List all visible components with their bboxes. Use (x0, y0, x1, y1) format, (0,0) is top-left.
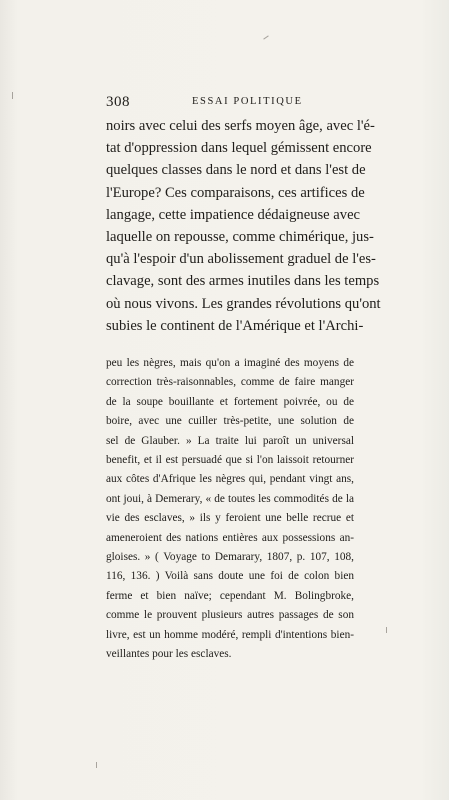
footnote-line: vie des esclaves, » ils y feroient une belle recrue et (106, 512, 354, 525)
footnote-line: sel de Glauber. » La traite lui paroît un universal (106, 434, 354, 447)
footnote (106, 354, 354, 665)
text-line: noirs avec celui des serfs moyen âge, avec l'é- (106, 118, 375, 134)
paper-speck (263, 35, 268, 39)
text-line: tat d'oppression dans lequel gémissent encore (106, 140, 372, 157)
paper-speck (386, 627, 387, 633)
footnote-line: correction très-raisonnables, comme de faire manger (106, 376, 354, 389)
text-line: quelques classes dans le nord et dans l'est de (106, 162, 366, 179)
footnote-line: comme le prouvent plusieurs autres passages de son (106, 609, 354, 622)
footnote-line: veillantes pour les esclaves. (106, 648, 232, 661)
footnote-line: aux côtes d'Afrique les nègres qui, pendant vingt ans, (106, 473, 354, 486)
footnote-line: ameneroient des nations entières aux possessions an- (106, 531, 354, 544)
footnote-line: 116, 136. ) Voilà sans doute une foi de colon bien (106, 570, 354, 583)
text-line: où nous vivons. Les grandes révolutions qu'ont (106, 295, 381, 312)
footnote-line: boire, avec une cuiller très-petite, une solution de (106, 415, 354, 428)
running-head (106, 94, 354, 110)
paper-speck (96, 762, 97, 768)
footnote-line: de la soupe bouillante et fortement poivrée, ou de (106, 395, 354, 408)
footnote-line: livre, est un homme modéré, rempli d'intentions bien- (106, 628, 354, 641)
text-line: l'Europe? Ces comparaisons, ces artifices de (106, 184, 365, 201)
footnote-line: benefit, et il est persuadé que si l'on laissoit retourner (106, 454, 354, 467)
text-line: laquelle on repousse, comme chimérique, jus- (106, 229, 374, 246)
text-line: subies le continent de l'Amérique et l'Archi- (106, 317, 364, 334)
paper-speck (12, 92, 13, 99)
text-line: qu'à l'espoir d'un abolissement graduel de l'es- (106, 251, 376, 268)
text-line: langage, cette impatience dédaigneuse avec (106, 206, 361, 223)
footnote-line: ont joui, à Demerary, « de toutes les commodités de la (106, 492, 354, 505)
footnote-line: ferme et bien naïve; cependant M. Bolingbroke, (106, 589, 354, 602)
main-text (106, 115, 381, 337)
footnote-line: gloises. » ( Voyage to Demarary, 1807, p. 107, 108, (106, 551, 354, 564)
footnote-line: peu les nègres, mais qu'on a imaginé des moyens de (106, 357, 354, 369)
running-title: ESSAI POLITIQUE (192, 96, 303, 107)
page-number: 308 (106, 94, 130, 110)
text-line: clavage, sont des armes inutiles dans les temps (106, 273, 380, 290)
